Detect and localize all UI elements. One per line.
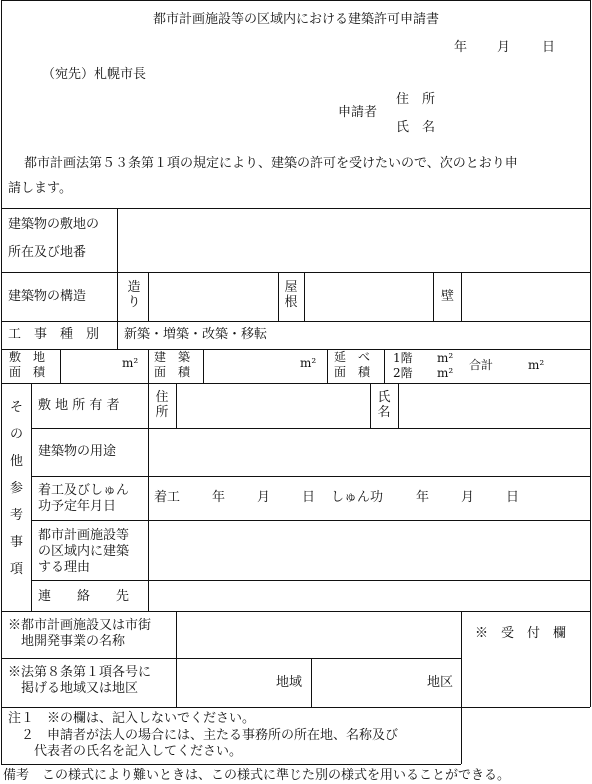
site-label-line2: 所在及び地番 xyxy=(8,245,87,260)
total-unit: m² xyxy=(528,358,545,372)
use-label: 建築物の用途 xyxy=(38,444,117,459)
total-label: 合計 xyxy=(469,358,494,372)
building-area-label xyxy=(150,351,202,378)
intro-text-line1: 都市計画法第５３条第１項の規定により、建築の許可を受けたいので、次のとおり申 xyxy=(24,156,518,171)
rule-v-433 xyxy=(433,272,434,321)
structure-yane-char-1: 屋 xyxy=(284,280,298,295)
rule-h-272 xyxy=(1,272,590,273)
urban-project-label-line1: ※都市計画施設又は市街 xyxy=(8,618,152,633)
schedule-complete-year: 年 xyxy=(416,490,430,505)
rule-v-117 xyxy=(117,208,118,349)
owner-address-char-1: 住 xyxy=(155,390,169,405)
rule-h-520 xyxy=(31,520,590,521)
structure-yane-field[interactable] xyxy=(306,274,431,319)
rule-h-383 xyxy=(1,383,590,384)
use-field[interactable] xyxy=(150,430,588,474)
floor-area-label xyxy=(329,351,383,378)
structure-kabe-field[interactable] xyxy=(463,274,588,319)
contact-label: 連 絡 先 xyxy=(38,589,130,604)
floor-area-label-line1: 延 べ xyxy=(334,350,371,364)
date-month: 月 xyxy=(497,40,511,55)
note-2-line2: 代表者の氏名を記入してください。 xyxy=(8,744,243,759)
other-char-7: 項 xyxy=(9,562,23,577)
form-title: 都市計画施設等の区域内における建築許可申請書 xyxy=(152,12,439,27)
rule-v-31 xyxy=(31,383,32,611)
other-char-3: 他 xyxy=(9,454,23,469)
work-type-label: 工 事 種 別 xyxy=(8,327,100,342)
rule-h-476 xyxy=(31,476,590,477)
reason-label-line2: の区域内に建築 xyxy=(38,544,130,559)
addressee: （宛先）札幌市長 xyxy=(42,67,147,82)
rule-v-370 xyxy=(370,383,371,428)
other-char-2: の xyxy=(9,427,23,442)
structure-label: 建築物の構造 xyxy=(8,289,87,304)
floor2-label: 2階 xyxy=(393,366,413,380)
address-label: 住 所 xyxy=(396,92,436,107)
article8-label-line1: ※法第８条第１項各号に xyxy=(8,665,152,680)
intro-text-line2: 請します。 xyxy=(8,181,72,196)
form-border-right xyxy=(590,0,591,707)
owner-address-label xyxy=(152,391,172,419)
owner-name-label xyxy=(374,391,394,419)
rule-h-707 xyxy=(1,707,590,708)
other-reference-label xyxy=(3,401,30,576)
reception-label: ※ 受 付 欄 xyxy=(475,626,567,641)
rule-h-208 xyxy=(1,208,590,209)
rule-v-148c xyxy=(148,383,149,611)
site-area-unit: m² xyxy=(122,356,139,370)
schedule-label-line2: 功予定年月日 xyxy=(38,499,117,514)
note-2-line1: ２ 申請者が法人の場合には、主たる事務所の所在地、名称及び xyxy=(8,728,399,743)
building-area-unit: m² xyxy=(300,356,317,370)
note-1: 注１ ※の欄は、記入しないでください。 xyxy=(8,711,256,726)
building-area-label-line1: 建 築 xyxy=(154,350,191,364)
rule-v-461a xyxy=(461,272,462,321)
schedule-start-month: 月 xyxy=(257,490,271,505)
rule-v-60 xyxy=(60,349,61,383)
building-area-label-line2: 面 積 xyxy=(154,365,191,379)
rule-v-461b xyxy=(461,611,462,764)
other-char-4: 参 xyxy=(9,481,23,496)
site-value-field[interactable] xyxy=(119,210,588,270)
rule-h-658 xyxy=(1,658,461,659)
reason-label-line3: する理由 xyxy=(38,560,91,575)
rule-h-764 xyxy=(1,764,461,765)
owner-name-field[interactable] xyxy=(400,385,588,426)
other-char-1: そ xyxy=(9,400,23,415)
rule-h-321 xyxy=(1,321,590,322)
article8-chiiki-label: 地域 xyxy=(276,675,303,690)
structure-zukuri-label xyxy=(124,281,144,309)
floor-area-label-line2: 面 積 xyxy=(334,365,371,379)
date-year: 年 xyxy=(454,40,468,55)
floor1-label: 1階 xyxy=(393,351,413,365)
rule-h-611 xyxy=(1,611,590,612)
structure-zukuri-char-2: り xyxy=(127,295,141,310)
rule-h-349 xyxy=(1,349,590,350)
site-area-label-line2: 面 積 xyxy=(9,365,46,379)
rule-v-148b xyxy=(148,349,149,383)
owner-address-char-2: 所 xyxy=(155,405,169,420)
floor2-unit: m² xyxy=(437,366,454,380)
rule-v-203 xyxy=(203,349,204,383)
schedule-complete-label: しゅん功 xyxy=(331,490,384,505)
owner-label: 敷 地 所 有 者 xyxy=(38,398,120,413)
date-day: 日 xyxy=(542,40,556,55)
schedule-start-year: 年 xyxy=(212,490,226,505)
rule-h-580 xyxy=(31,580,590,581)
schedule-complete-month: 月 xyxy=(461,490,475,505)
site-area-label-line1: 敷 地 xyxy=(9,350,46,364)
reason-field[interactable] xyxy=(150,522,588,578)
schedule-start-day: 日 xyxy=(302,490,316,505)
structure-yane-char-2: 根 xyxy=(284,295,298,310)
rule-v-176b xyxy=(176,611,177,707)
other-char-5: 考 xyxy=(9,508,23,523)
floor1-unit: m² xyxy=(437,351,454,365)
rule-v-176 xyxy=(176,383,177,428)
schedule-complete-day: 日 xyxy=(506,490,520,505)
form-border-left xyxy=(1,0,2,764)
article8-label-line2: 掲げる地域又は地区 xyxy=(8,681,139,696)
applicant-label: 申請者 xyxy=(338,105,378,120)
rule-v-148a xyxy=(148,272,149,321)
reason-label-line1: 都市計画施設等 xyxy=(38,528,130,543)
rule-v-384a xyxy=(384,349,385,383)
contact-field[interactable] xyxy=(150,582,588,609)
name-label: 氏 名 xyxy=(396,120,436,135)
work-type-options[interactable]: 新築・増築・改築・移転 xyxy=(124,327,268,342)
schedule-start-label: 着工 xyxy=(154,490,181,505)
urban-project-label-line2: 地開発事業の名称 xyxy=(8,634,126,649)
owner-name-char-2: 名 xyxy=(377,405,391,420)
site-label-line1: 建築物の敷地の xyxy=(8,217,100,232)
rule-h-428 xyxy=(31,428,590,429)
form-border-top xyxy=(1,0,590,1)
structure-zukuri-field[interactable] xyxy=(150,274,276,319)
rule-v-327 xyxy=(327,349,328,383)
urban-project-field[interactable] xyxy=(178,613,459,656)
structure-kabe-label: 壁 xyxy=(441,289,455,304)
rule-v-278 xyxy=(278,272,279,321)
site-area-label xyxy=(3,351,59,378)
rule-v-398 xyxy=(398,383,399,428)
article8-chiku-label: 地区 xyxy=(427,675,454,690)
schedule-label-line1: 着工及びしゅん xyxy=(38,483,130,498)
remark: 備考 この様式により難いときは、この様式に準じた別の様式を用いることができる。 xyxy=(3,768,511,783)
owner-address-field[interactable] xyxy=(178,385,368,426)
rule-v-311 xyxy=(311,658,312,707)
owner-name-char-1: 氏 xyxy=(377,390,391,405)
structure-zukuri-char-1: 造 xyxy=(127,280,141,295)
other-char-6: 事 xyxy=(9,535,23,550)
structure-yane-label xyxy=(281,281,301,309)
rule-v-304 xyxy=(304,272,305,321)
